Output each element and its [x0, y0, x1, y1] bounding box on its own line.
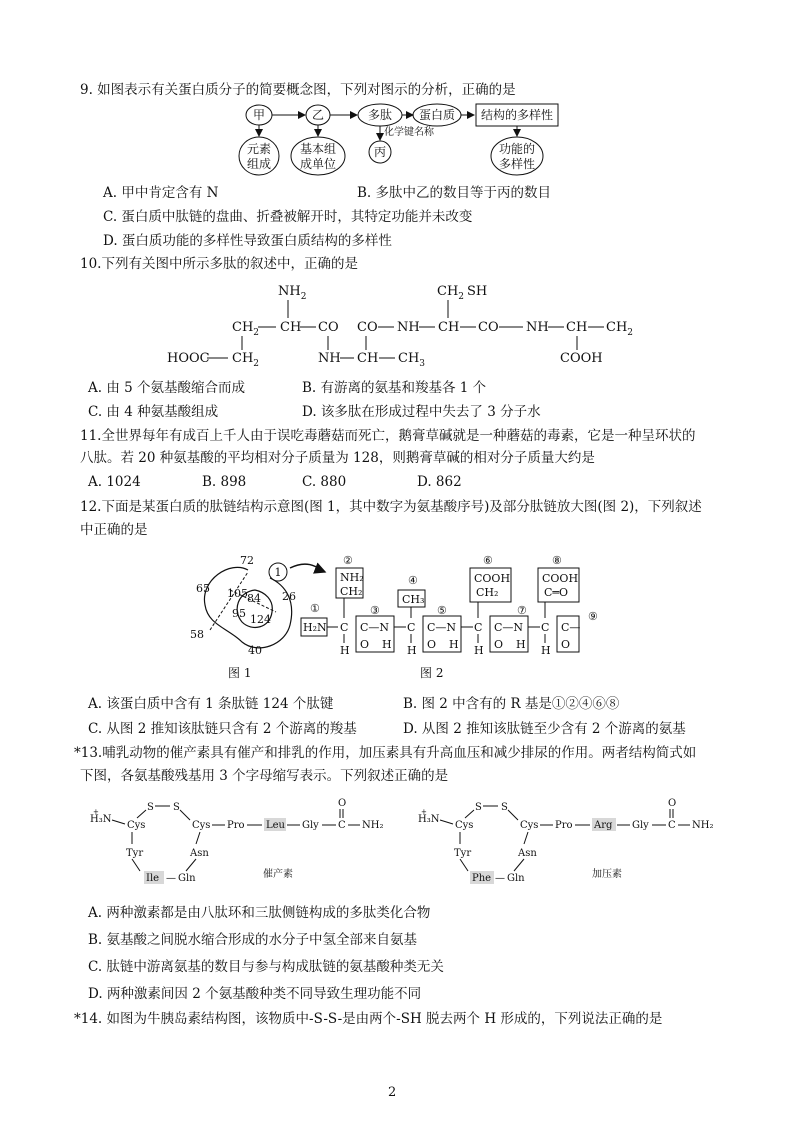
svg-text:C—: C— [561, 621, 581, 634]
svg-text:CO: CO [357, 320, 378, 335]
node-yuansu-1: 元素 [246, 142, 272, 156]
svg-text:H: H [340, 644, 350, 657]
node-yi: 乙 [311, 108, 325, 122]
svg-text:C: C [338, 820, 346, 831]
svg-text:H: H [382, 638, 392, 651]
q11-option-d[interactable]: D. 862 [417, 474, 462, 490]
svg-text:Arg: Arg [594, 820, 613, 831]
svg-text:105: 105 [227, 587, 248, 600]
svg-text:③: ③ [370, 604, 380, 617]
q13-option-a[interactable]: A. 两种激素都是由八肽环和三肽侧链构成的多肽类化合物 [88, 905, 431, 921]
svg-text:Phe: Phe [472, 873, 492, 884]
svg-text:H₃N: H₃N [418, 814, 440, 825]
node-jiegou: 结构的多样性 [480, 108, 554, 122]
svg-text:CH2: $CH_2$ [232, 351, 260, 369]
svg-text:C: C [541, 621, 550, 634]
node-gongneng-1: 功能的 [498, 142, 536, 156]
svg-text:58: 58 [190, 628, 204, 641]
svg-text:O: O [668, 798, 677, 809]
svg-text:图 2: 图 2 [420, 666, 444, 680]
svg-text:95: 95 [232, 607, 246, 620]
svg-text:O: O [360, 638, 370, 651]
svg-text:CH2: $CH_2$ [232, 320, 260, 338]
svg-text:Cys: Cys [192, 820, 211, 831]
label-huaxue: 化学键名称 [384, 127, 434, 138]
svg-text:H: H [516, 638, 526, 651]
q10-stem: 10.下列有关图中所示多肽的叙述中，正确的是 [80, 256, 358, 272]
node-jiben-1: 基本组 [299, 142, 337, 156]
svg-text:⑦: ⑦ [517, 604, 527, 617]
svg-text:COOH: COOH [542, 572, 579, 585]
q11-option-b[interactable]: B. 898 [202, 474, 247, 490]
svg-text:Cys: Cys [127, 820, 146, 831]
svg-text:①: ① [310, 602, 320, 615]
node-duotai: 多肽 [367, 108, 393, 122]
svg-text:CH₂: CH₂ [340, 585, 363, 598]
q12-option-c[interactable]: C. 从图 2 推知该肽链只含有 2 个游离的羧基 [88, 721, 357, 737]
svg-text:S: S [173, 802, 180, 813]
svg-text:⑤: ⑤ [437, 604, 447, 617]
svg-text:COOH: COOH [474, 572, 511, 585]
svg-text:Tyr: Tyr [126, 848, 144, 859]
svg-text:⑨: ⑨ [588, 610, 598, 623]
svg-text:CO: CO [318, 320, 339, 335]
vasopressin-structure [418, 798, 713, 884]
svg-text:NH₂: NH₂ [692, 820, 714, 831]
q13-option-d[interactable]: D. 两种激素间因 2 个氨基酸种类不同导致生理功能不同 [88, 986, 422, 1002]
svg-text:HOOC: HOOC [167, 351, 210, 366]
page-number: 2 [388, 1085, 397, 1100]
svg-text:NH₂: NH₂ [340, 571, 364, 584]
q9-concept-diagram [0, 98, 793, 188]
svg-text:NH: NH [397, 320, 420, 335]
svg-text:COOH: COOH [560, 351, 603, 366]
svg-text:催产素: 催产素 [263, 869, 293, 880]
svg-text:CH2: $CH_2$ [606, 320, 634, 338]
svg-text:65: 65 [196, 582, 210, 595]
q10-option-a[interactable]: A. 由 5 个氨基酸缩合而成 [88, 380, 246, 396]
svg-text:H: H [407, 644, 417, 657]
svg-text:C—N: C—N [494, 621, 524, 634]
svg-text:72: 72 [240, 554, 254, 567]
svg-text:CH2SH: $CH_2$ SH [437, 284, 488, 302]
svg-text:CH₂: CH₂ [476, 586, 499, 599]
q10-option-d[interactable]: D. 该多肽在形成过程中失去了 3 分子水 [302, 404, 541, 420]
svg-text:Pro: Pro [227, 820, 245, 831]
svg-text:+: + [93, 808, 99, 816]
svg-text:Cys: Cys [520, 820, 539, 831]
svg-text:NH₂: NH₂ [362, 820, 384, 831]
svg-text:Gln: Gln [178, 873, 196, 884]
svg-text:Cys: Cys [455, 820, 474, 831]
q11-line-2: 八肽。若 20 种氨基酸的平均相对分子质量为 128，则鹅膏草碱的相对分子质量大约是 [80, 450, 595, 466]
svg-text:C: C [668, 820, 676, 831]
svg-text:H₃N: H₃N [90, 814, 112, 825]
svg-text:Pro: Pro [555, 820, 573, 831]
svg-text:C—N: C—N [360, 621, 390, 634]
svg-text:②: ② [343, 554, 353, 567]
q13-line-2: 下图，各氨基酸残基用 3 个字母缩写表示。下列叙述正确的是 [80, 768, 449, 784]
svg-text:H: H [449, 638, 459, 651]
svg-text:CH: CH [357, 351, 379, 366]
svg-text:CO: CO [478, 320, 499, 335]
svg-text:1: 1 [274, 566, 282, 579]
svg-text:⑥: ⑥ [483, 554, 493, 567]
svg-text:④: ④ [408, 574, 418, 587]
q11-option-a[interactable]: A. 1024 [88, 474, 141, 490]
svg-text:CH: CH [280, 320, 302, 335]
svg-text:+: + [421, 808, 427, 816]
svg-text:CH: CH [566, 320, 588, 335]
svg-text:—: — [495, 873, 505, 884]
q12-fig2 [301, 554, 598, 680]
node-gongneng-2: 多样性 [498, 157, 536, 171]
q9-option-b[interactable]: B. 多肽中乙的数目等于丙的数目 [357, 185, 552, 201]
svg-text:—: — [166, 873, 176, 884]
q10-peptide-structure [0, 278, 793, 373]
q12-option-d[interactable]: D. 从图 2 推知该肽链至少含有 2 个游离的氨基 [403, 721, 686, 737]
svg-text:26: 26 [282, 590, 296, 603]
svg-text:C: C [407, 621, 416, 634]
node-yuansu-2: 组成 [246, 157, 272, 171]
q10-option-c[interactable]: C. 由 4 种氨基酸组成 [88, 404, 219, 420]
svg-text:图 1: 图 1 [228, 666, 252, 680]
q9-option-c[interactable]: C. 蛋白质中肽链的盘曲、折叠被解开时，其特定功能并未改变 [103, 209, 473, 225]
svg-text:NH: NH [526, 320, 549, 335]
svg-text:NH2: $NH_2$ [278, 284, 307, 302]
svg-text:O: O [338, 798, 347, 809]
q12-option-a[interactable]: A. 该蛋白质中含有 1 条肽链 124 个肽键 [88, 696, 334, 712]
svg-text:S: S [147, 802, 154, 813]
q11-line-1: 11.全世界每年有成百上千人由于误吃毒蘑菇而死亡，鹅膏草碱就是一种蘑菇的毒素，它是一种呈环状的 [80, 428, 696, 444]
q13-line-1: *13.哺乳动物的催产素具有催产和排乳的作用，加压素具有升高血压和减少排尿的作用。两者结构简式如 [74, 745, 697, 761]
svg-text:H₂N: H₂N [303, 621, 327, 634]
q12-fig1 [190, 554, 325, 680]
svg-text:Asn: Asn [518, 848, 537, 859]
svg-text:Gly: Gly [302, 820, 319, 831]
svg-text:Gly: Gly [632, 820, 649, 831]
q12-option-b[interactable]: B. 图 2 中含有的 R 基是①②④⑥⑧ [403, 696, 620, 712]
node-bing: 丙 [373, 145, 387, 159]
node-danbaizhi: 蛋白质 [418, 108, 456, 122]
svg-text:40: 40 [248, 644, 262, 657]
oxytocin-structure [90, 798, 383, 884]
q9-option-a[interactable]: A. 甲中肯定含有 N [103, 185, 219, 201]
svg-text:CH3: $CH_3$ [398, 351, 426, 369]
q12-figures [0, 550, 793, 690]
svg-text:Tyr: Tyr [454, 848, 472, 859]
svg-text:S: S [501, 802, 508, 813]
q11-option-c[interactable]: C. 880 [302, 474, 347, 490]
svg-text:C—N: C—N [427, 621, 457, 634]
q12-line-2: 中正确的是 [80, 522, 148, 538]
q9-stem: 9. 如图表示有关蛋白质分子的简要概念图，下列对图示的分析，正确的是 [80, 82, 516, 98]
q13-option-b[interactable]: B. 氨基酸之间脱水缩合形成的水分子中氢全部来自氨基 [88, 932, 418, 948]
svg-text:Ile: Ile [146, 873, 160, 884]
svg-text:C═O: C═O [544, 586, 569, 599]
q13-hormone-structures [0, 796, 793, 896]
svg-text:O: O [494, 638, 504, 651]
node-jia: 甲 [252, 108, 266, 122]
svg-text:Gln: Gln [507, 873, 525, 884]
node-jiben-2: 成单位 [299, 157, 337, 171]
svg-text:124: 124 [250, 613, 271, 626]
svg-text:O: O [427, 638, 437, 651]
svg-text:CH₃: CH₃ [402, 593, 425, 606]
q14-stem: *14. 如图为牛胰岛素结构图，该物质中-S-S-是由两个-SH 脱去两个 H 形成的，下列说法正确的是 [74, 1011, 663, 1027]
svg-text:⑧: ⑧ [552, 554, 562, 567]
svg-text:S: S [475, 802, 482, 813]
q13-option-c[interactable]: C. 肽链中游离氨基的数目与参与构成肽链的氨基酸种类无关 [88, 959, 444, 975]
svg-text:NH: NH [318, 351, 341, 366]
svg-text:H: H [474, 644, 484, 657]
q12-line-1: 12.下面是某蛋白质的肽链结构示意图(图 1，其中数字为氨基酸序号)及部分肽链放大图(图 2)，下列叙述 [80, 499, 702, 515]
svg-text:C: C [340, 621, 349, 634]
svg-text:C: C [474, 621, 483, 634]
svg-text:CH: CH [438, 320, 460, 335]
svg-text:加压素: 加压素 [592, 869, 622, 880]
q10-option-b[interactable]: B. 有游离的氨基和羧基各 1 个 [302, 380, 487, 396]
q9-option-d[interactable]: D. 蛋白质功能的多样性导致蛋白质结构的多样性 [103, 233, 392, 249]
svg-text:H: H [541, 644, 551, 657]
svg-text:Leu: Leu [266, 820, 285, 831]
svg-text:84: 84 [247, 592, 261, 605]
svg-text:Asn: Asn [190, 848, 209, 859]
svg-text:O: O [561, 638, 571, 651]
